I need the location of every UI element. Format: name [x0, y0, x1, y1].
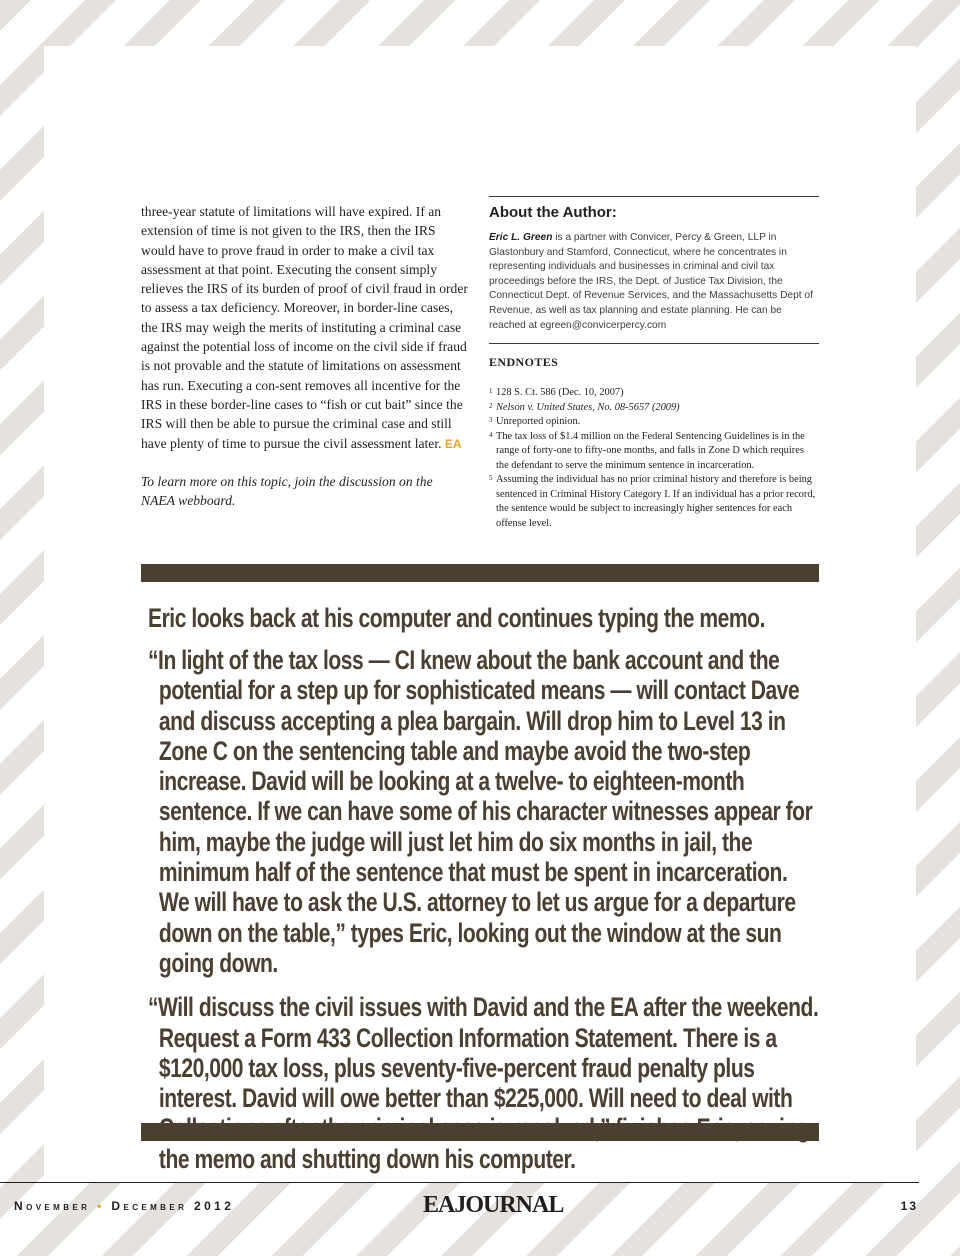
endnote-number: 4	[489, 430, 493, 439]
article-paragraph-text: three-year statute of limitations will have expired. If an extension of time is not given to the IRS, then the IRS would have to prove fraud in order to make a civil tax assessment at that point. Executing the consent simply relieves the IRS of its burden of proof of civil fraud in order to assess a tax deficiency. Moreover, in border-line cases, the IRS may weigh the merits of instituting a criminal case against the potential loss of income on the civil side if fraud is not provable and the statute of limitations on assessment has run. Executing a con-sent removes all incentive for the IRS in these border-line cases to “fish or cut bait” since the IRS will then be able to pursue the criminal case and still have plenty of time to pursue the civil assessment later.	[141, 204, 468, 451]
author-name: Eric L. Green	[489, 232, 553, 243]
narrative-block	[148, 601, 819, 1188]
endnote-text: Unreported opinion.	[496, 416, 581, 428]
narrative-intro: Eric looks back at his computer and continues typing the memo.	[148, 603, 765, 633]
sidebar-column	[489, 196, 819, 531]
endnote-item	[489, 386, 819, 401]
narrative-quote-1: “In light of the tax loss — CI knew about the bank account and the potential for a step up for sophisticated means — will contact Dave and discuss accepting a plea bargain. Will drop him to Level 13 in Zone C on the sentencing table and maybe avoid the two-step increase. David will be looking at a twelve- to eighteen-month sentence. If we can have some of his character witnesses appear for him, maybe the judge will just let him do six months in jail, the minimum half of the sentence that must be spent in incarceration. We will have to ask the U.S. attorney to let us argue for a departure down on the table,” types Eric, looking out the window at the sun going down.	[148, 645, 813, 978]
endnotes-heading: ENDNOTES	[489, 355, 559, 370]
ea-end-mark: EA	[444, 436, 462, 451]
article-column	[141, 202, 469, 510]
author-bio	[489, 231, 819, 333]
narrative-quote-2: “Will discuss the civil issues with David and the EA after the weekend. Request a Form 433 Collection Information Statement. There is a $120,000 tax loss, plus seventy-five-percent fraud penalty plus interest. David will owe better than $225,000. Will need to deal with the memo and shutting down his computer.	[148, 992, 819, 1174]
author-top-rule	[489, 196, 819, 197]
endnote-item	[489, 473, 819, 531]
ea-journal-logo: EAJOURNAL	[423, 1192, 564, 1218]
narrative-top-bar	[141, 564, 819, 582]
learn-more-note: To learn more on this topic, join the discussion on the NAEA webboard.	[141, 473, 433, 509]
endnote-item	[489, 401, 819, 416]
narrative-bottom-bar	[141, 1123, 819, 1141]
article-paragraph	[141, 202, 469, 454]
endnotes-top-rule	[489, 343, 819, 344]
endnote-number: 1	[489, 387, 493, 396]
endnote-text: The tax loss of $1.4 million on the Federal Sentencing Guidelines is in the range of forty-one to fifty-one months, and falls in Zone D which requires the defendant to serve the minimum sentence in incarceration.	[496, 430, 805, 471]
footer-rule	[0, 1182, 919, 1183]
issue-date-separator: •	[97, 1199, 105, 1213]
about-author-heading: About the Author:	[489, 204, 617, 221]
author-bio-text: is a partner with Convicer, Percy & Green, LLP in Glastonbury and Stamford, Connecticut, where he concentrates in representing individuals and businesses in criminal and civil tax proceedings before the IRS, the Dept. of Justice Tax Division, the Connecticut Dept. of Revenue Services, and the Massachusetts Dept of Revenue, as well as tax planning and estate planning. He can be reached at egreen@convicerpercy.com	[489, 232, 813, 331]
issue-date-month-1: November	[14, 1199, 91, 1213]
issue-date	[14, 1199, 234, 1213]
endnote-item	[489, 430, 819, 474]
issue-date-month-2: December 2012	[111, 1199, 235, 1213]
endnote-text: Assuming the individual has no prior criminal history and therefore is being sentenced in Criminal History Category I. If an individual has a prior record, the sentence would be subject to increasingly higher sentences for each offense level.	[496, 474, 816, 529]
endnote-item	[489, 415, 819, 430]
endnote-number: 2	[489, 401, 493, 410]
endnote-text: Nelson v. United States, No. 08-5657 (2009)	[496, 401, 680, 413]
endnote-number: 5	[489, 474, 493, 483]
endnotes-list	[489, 386, 819, 531]
endnote-text: 128 S. Ct. 586 (Dec. 10, 2007)	[496, 387, 624, 399]
page-number: 13	[900, 1199, 918, 1213]
endnote-number: 3	[489, 416, 493, 425]
